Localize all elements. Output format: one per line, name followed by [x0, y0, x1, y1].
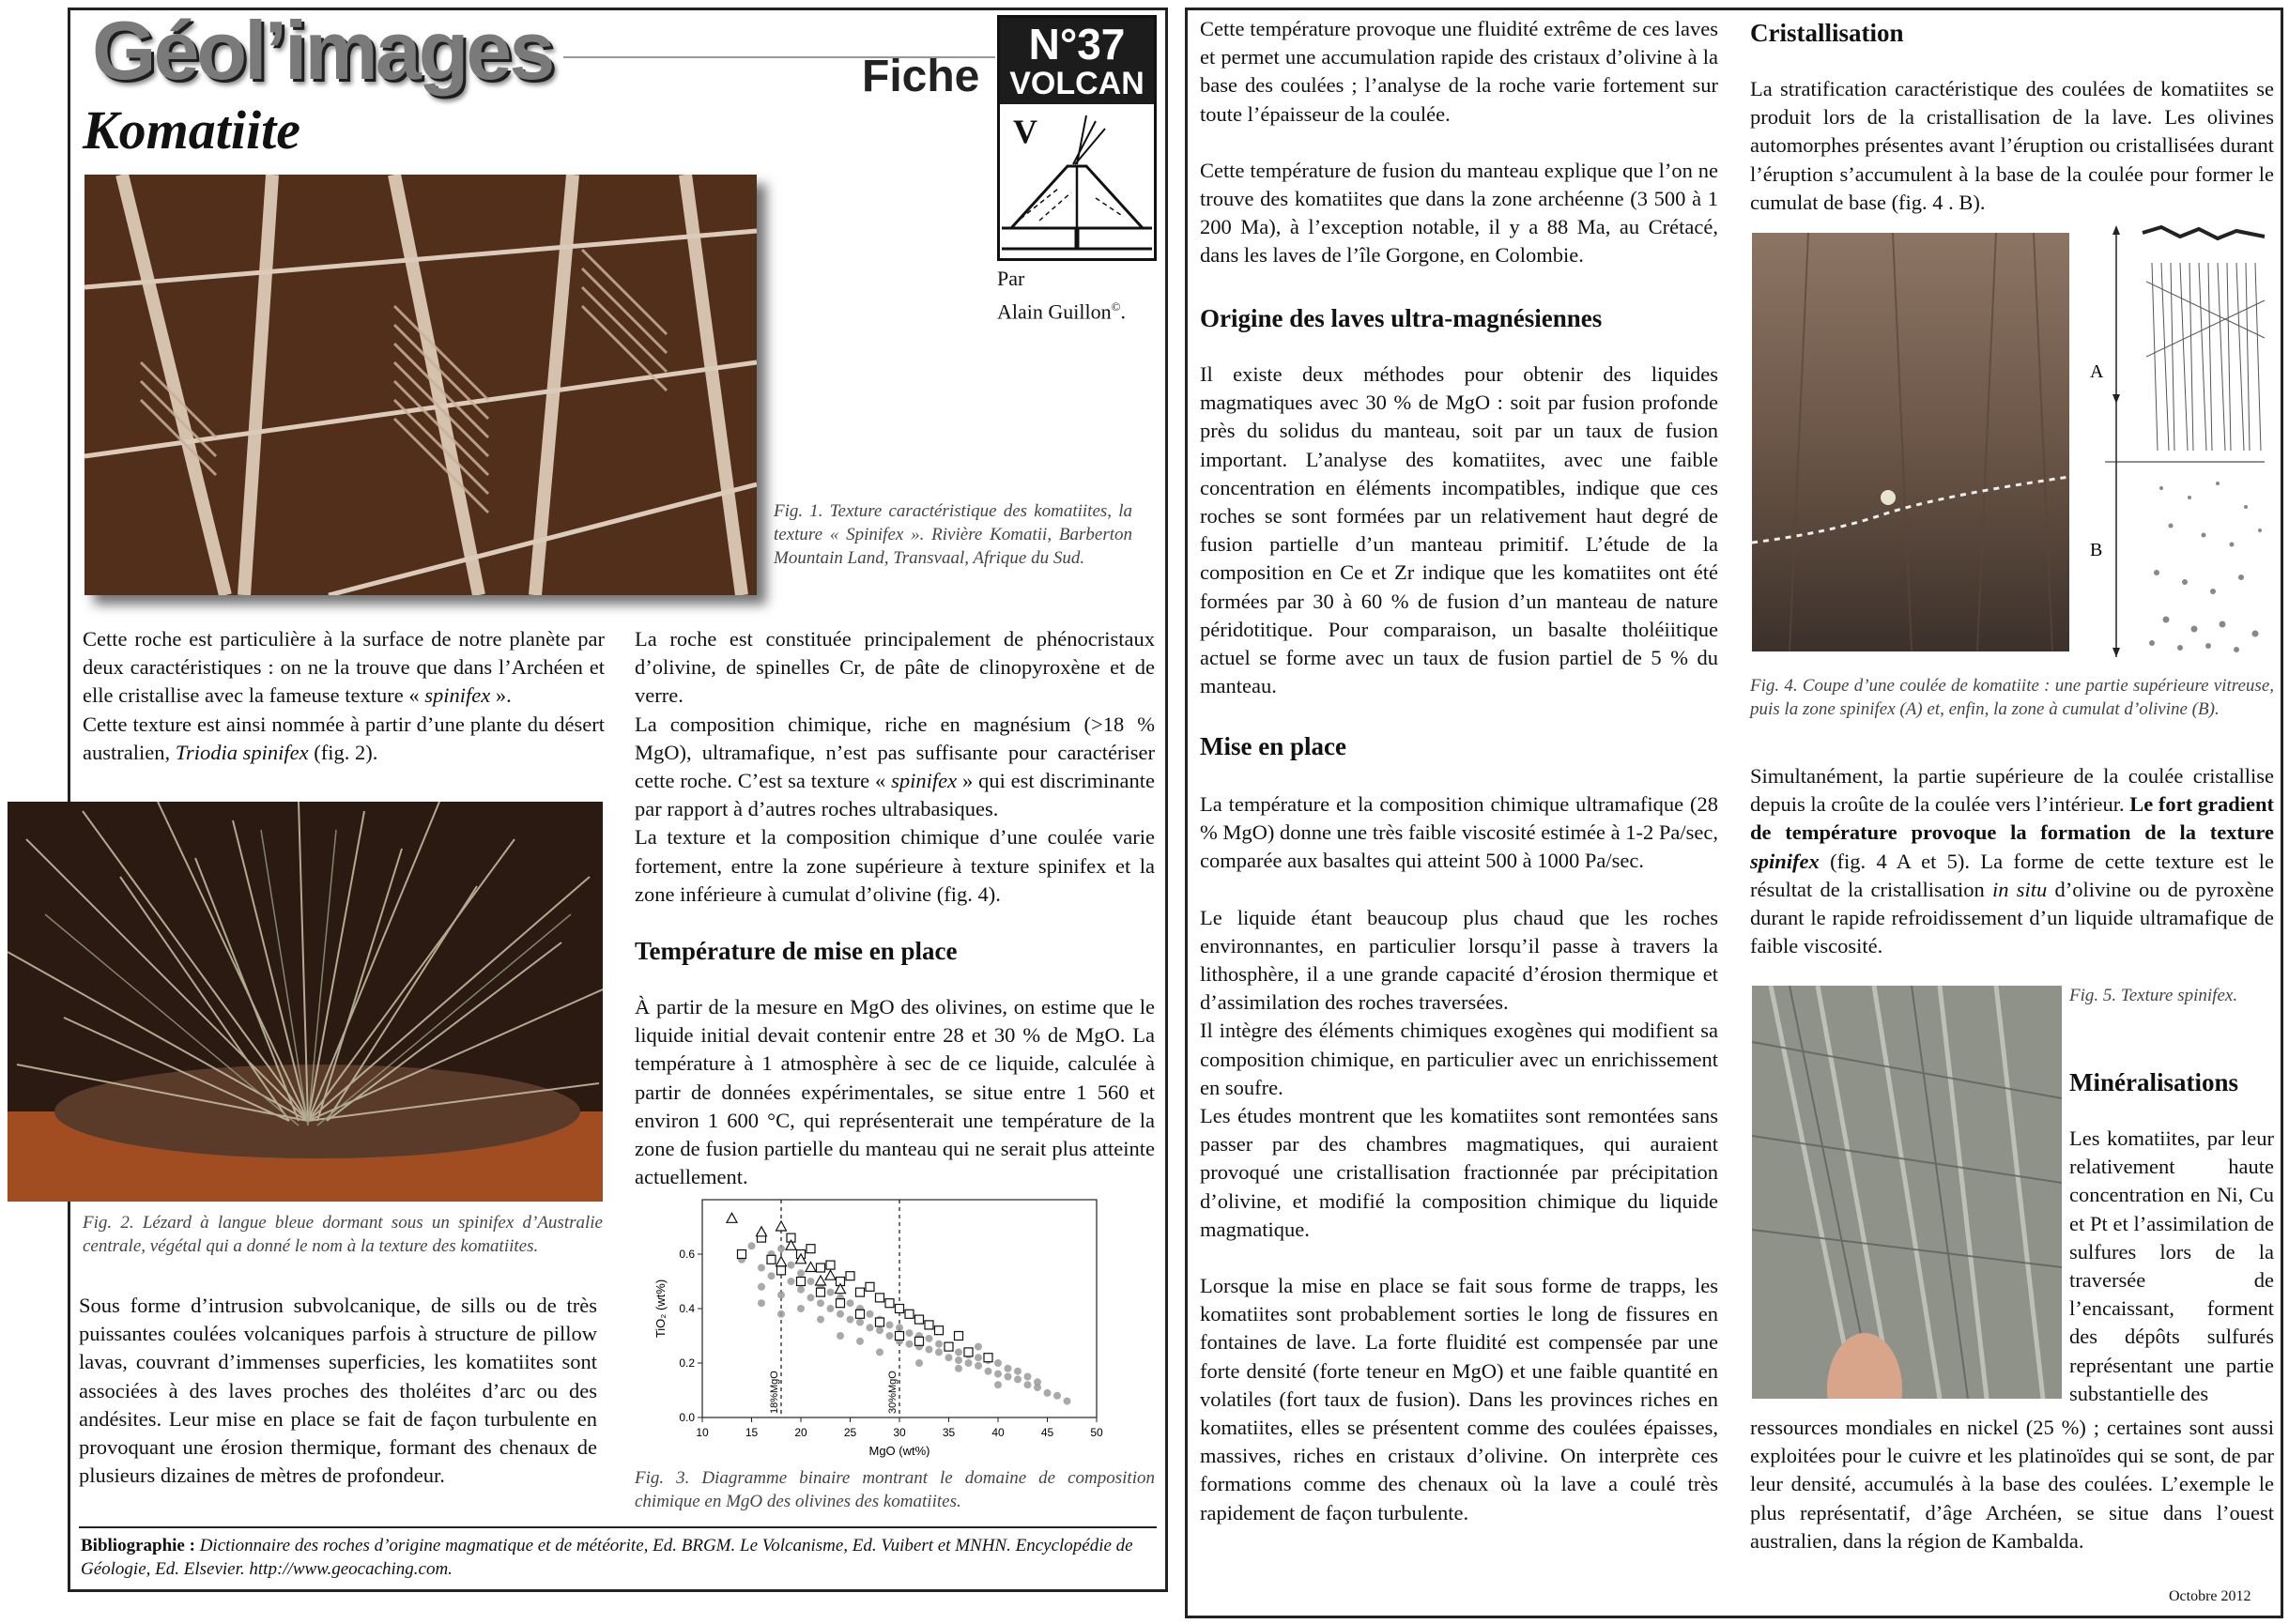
miner-heading: Minéralisations	[2069, 1068, 2238, 1096]
data-point-olivine	[1005, 1365, 1012, 1372]
data-point-olivine	[758, 1299, 765, 1307]
data-point-olivine	[994, 1381, 1002, 1388]
mise-text	[1200, 790, 1718, 1527]
x-tick-label: 50	[1090, 1426, 1103, 1439]
origin-heading: Origine des laves ultra-magnésiennes	[1200, 304, 1603, 332]
simul-text	[1750, 762, 2274, 960]
data-point-olivine	[837, 1332, 844, 1340]
data-point-olivine	[876, 1326, 883, 1334]
comp-p2: La composition chimique, riche en magnésium (>18 % MgO), ultramafique, n’est pas suffisante pour caractériser cette roche. C’est sa texture « spinifex » qui est discriminante par rapport à d’autres roches ultrabasiques.	[635, 712, 1155, 821]
data-point-olivine	[777, 1310, 785, 1318]
data-point-triangle	[816, 1276, 826, 1285]
data-point-olivine	[867, 1324, 874, 1331]
x-tick-label: 30	[893, 1426, 906, 1439]
data-point-olivine	[876, 1348, 883, 1356]
volcano-icon	[1002, 108, 1152, 258]
fig4-section-sketch	[2077, 225, 2274, 666]
data-point-olivine	[788, 1262, 795, 1269]
comp-p1: La roche est constituée principalement de phénocristaux d’olivine, de spinelles Cr, de pâte de clinopyroxène et de verre.	[635, 627, 1155, 708]
mise-p3: Il intègre des éléments chimiques exogènes qui modifient sa composition chimique, en particulier avec un enrichissement en soufre.	[1200, 1019, 1718, 1099]
data-point-square	[797, 1278, 806, 1286]
miner-text-a	[2069, 1125, 2274, 1408]
data-point-olivine	[788, 1278, 795, 1285]
comp-p3: La texture et la composition chimique d’une coulée varie fortement, entre la zone supérieure à texture spinifex et la zone inférieure à cumulat d’olivine (fig. 4).	[635, 825, 1155, 906]
data-point-square	[876, 1318, 884, 1326]
data-point-olivine	[856, 1338, 864, 1345]
data-point-olivine	[827, 1289, 835, 1296]
data-point-olivine	[886, 1321, 894, 1328]
data-point-square	[935, 1326, 944, 1335]
author-name: Alain Guillon	[997, 299, 1112, 324]
biblio-text: Dictionnaire des roches d’origine magmatique et de météorite, Ed. BRGM. Le Volcanisme, Ed. Vuibert et MNHN. Encyclopédie de Géologie, Ed. Elsevier. http://www.geocaching.com.	[81, 1536, 1133, 1579]
data-point-olivine	[777, 1245, 785, 1252]
crist-p: La stratification caractéristique des coulées de komatiites se produit lors de la cristallisation de la lave. Les olivines automorphes présentes avant l’éruption ou cristallisées durant l’éruption s’accumulent à la base de la coulée pour former le cumulat de base (fig. 4 . B).	[1750, 77, 2274, 214]
data-point-olivine	[758, 1264, 765, 1272]
mise-heading: Mise en place	[1200, 732, 1346, 760]
data-point-olivine	[955, 1356, 962, 1364]
fig4-label-b: B	[2090, 540, 2103, 560]
data-point-olivine	[935, 1341, 943, 1348]
data-point-square	[885, 1299, 894, 1308]
data-point-olivine	[886, 1332, 894, 1340]
data-point-olivine	[847, 1299, 854, 1307]
bibliography	[81, 1534, 1151, 1581]
data-point-olivine	[955, 1348, 962, 1356]
x-tick-label: 25	[843, 1426, 857, 1439]
data-point-square	[817, 1288, 825, 1296]
data-point-olivine	[1044, 1389, 1052, 1397]
data-point-olivine	[797, 1286, 805, 1294]
fig4-label-a: A	[2090, 361, 2104, 382]
temp-heading: Température de mise en place	[635, 937, 958, 965]
data-point-olivine	[1034, 1378, 1041, 1386]
data-point-olivine	[748, 1242, 756, 1249]
miner-text-b	[1750, 1414, 2274, 1555]
data-point-olivine	[837, 1310, 844, 1318]
composition-text	[635, 625, 1155, 909]
publication-date: Octobre 2012	[2169, 1588, 2251, 1604]
data-point-olivine	[965, 1359, 973, 1367]
data-point-square	[856, 1288, 865, 1296]
miner-p-b: ressources mondiales en nickel (25 %) ; certaines sont aussi exploitées pour le cuivre et les platinoïdes qui se sont, de par leur densité, accumulés à la base des coulées. L’exemple le plus représentatif, d’âge Archéen, se situe dans l’ouest australien, dans la région de Kambalda.	[1750, 1416, 2274, 1553]
fig1-caption: Fig. 1. Texture caractéristique des komatiites, la texture « Spinifex ». Rivière Komatii, Barberton Mountain Land, Transvaal, Afrique du Sud.	[774, 501, 1132, 568]
x-tick-label: 15	[745, 1426, 759, 1439]
crist-text	[1750, 75, 2274, 217]
data-point-square	[945, 1342, 953, 1351]
data-point-square	[866, 1282, 874, 1291]
fig3-caption: Fig. 3. Diagramme binaire montrant le domaine de composition chimique en MgO des olivines des komatiites.	[635, 1468, 1155, 1511]
fig5-caption: Fig. 5. Texture spinifex.	[2069, 986, 2238, 1005]
data-point-olivine	[985, 1368, 992, 1375]
data-point-olivine	[1024, 1373, 1032, 1381]
data-point-olivine	[758, 1283, 765, 1291]
mise-p1: La température et la composition chimique ultramafique (28 % MgO) donne une très faible viscosité estimée à 1-2 Pa/sec, comparée aux basaltes qui atteint 500 à 1000 Pa/sec.	[1200, 792, 1718, 873]
data-point-square	[738, 1250, 746, 1259]
data-point-olivine	[777, 1292, 785, 1299]
data-point-olivine	[856, 1319, 864, 1326]
mise-p4: Les études montrent que les komatiites sont remontées sans passer par des chambres magmatiques, qui auraient provoqué une cristallisation fractionnée par précipitation d’olivine, et modifié la composition chimique du liquide magmatique.	[1200, 1104, 1718, 1241]
data-point-square	[896, 1305, 904, 1313]
data-point-olivine	[797, 1305, 805, 1312]
y-tick-label: 0.4	[679, 1302, 695, 1315]
data-point-square	[955, 1332, 963, 1341]
data-point-square	[856, 1310, 865, 1318]
x-tick-label: 10	[696, 1426, 709, 1439]
data-point-olivine	[975, 1362, 982, 1370]
intro-p1: Cette roche est particulière à la surface de notre planète par deux caractéristiques : on ne la trouve que dans l’Archéen et elle cristallise avec la fameuse texture « spinifex ».	[83, 627, 605, 708]
intrusion-p: Sous forme d’intrusion subvolcanique, de sills ou de très puissantes coulées volcaniques parfois à structure de pillow lavas, couvrant d’immenses superficies, les komatiites sont associées à des laves proches des tholéites d’arc ou des andésites. Leur mise en place se fait de façon turbulente en provoquant une érosion thermique, formant des chenaux de plusieurs dizaines de mètres de profondeur.	[79, 1294, 597, 1488]
mise-p2: Le liquide étant beaucoup plus chaud que les roches environnantes, en particulier lorsqu’il passe à travers la lithosphère, il a une grande capacité d’érosion thermique et d’assimilation des roches traversées.	[1200, 905, 1718, 1015]
data-point-olivine	[994, 1359, 1002, 1367]
data-point-square	[915, 1315, 924, 1324]
data-point-square	[876, 1294, 884, 1302]
data-point-square	[905, 1310, 914, 1318]
data-point-olivine	[994, 1371, 1002, 1378]
data-point-olivine	[926, 1335, 933, 1342]
data-point-olivine	[975, 1343, 982, 1351]
biblio-rule	[79, 1526, 1157, 1528]
y-tick-label: 0.0	[679, 1411, 695, 1424]
fig2-spinifex-plant-photo	[8, 802, 603, 1202]
data-point-triangle	[776, 1221, 787, 1231]
fig4-caption: Fig. 4. Coupe d’une coulée de komatiite : une partie supérieure vitreuse, puis la zone spinifex (A) et, enfin, la zone à cumulat d’olivine (B).	[1750, 676, 2274, 719]
fig2-caption: Fig. 2. Lézard à langue bleue dormant sous un spinifex d’Australie centrale, végétal qui a donné le nom à la texture des komatiites.	[83, 1213, 603, 1256]
fig5-spinifex-texture-photo	[1752, 986, 2062, 1399]
crist-heading: Cristallisation	[1750, 19, 1904, 47]
data-point-olivine	[935, 1348, 943, 1356]
mise-p5: Lorsque la mise en place se fait sous forme de trapps, les komatiites sont probablement sorties le long de fissures en fontaines de lave. La forte fluidité est compensée par une forte densité (forte teneur en MgO) et une faible quantité en volatiles (fort taux de fusion). Dans les provinces riches en komatiites, elles se présentent comme des coulées épaisses, massives, riches en cristaux d’olivine. On interprète ces formations comme des chenaux où la lave a coulé très rapidement de façon turbulente.	[1200, 1274, 1718, 1524]
data-point-olivine	[1014, 1368, 1022, 1375]
data-point-olivine	[955, 1365, 962, 1372]
data-point-square	[896, 1332, 904, 1341]
data-point-triangle	[825, 1270, 836, 1279]
data-point-olivine	[817, 1316, 824, 1324]
author-prefix: Par	[997, 267, 1025, 290]
issue-badge	[997, 15, 1157, 261]
data-point-olivine	[807, 1294, 815, 1301]
data-point-olivine	[945, 1354, 953, 1361]
temp-text	[635, 993, 1155, 1191]
data-point-olivine	[896, 1324, 903, 1331]
logo-title: Géol’images	[92, 4, 553, 97]
data-point-triangle	[757, 1227, 767, 1236]
author	[997, 265, 1126, 326]
x-tick-label: 35	[942, 1426, 956, 1439]
data-point-olivine	[867, 1310, 874, 1318]
data-point-olivine	[797, 1269, 805, 1277]
data-point-olivine	[906, 1341, 914, 1348]
temp-p: À partir de la mesure en MgO des olivines, on estime que le liquide initial devait contenir entre 28 et 30 % de MgO. La température à 1 atmosphère à sec de ce liquide, calculée à partir de données expérimentales, se situe entre 1 560 et environ 1 600 °C, qui représenterait une température de la zone de fusion partielle du manteau qui ne serait plus atteinte actuellement.	[635, 995, 1155, 1189]
biblio-label: Bibliographie :	[81, 1536, 200, 1555]
data-point-olivine	[926, 1346, 933, 1354]
data-point-square	[964, 1348, 973, 1356]
y-axis-label: TiO₂ (wt%)	[653, 1279, 668, 1339]
col1-top-text	[1200, 15, 1718, 270]
data-point-olivine	[1005, 1373, 1012, 1381]
fig3-scatter-chart	[644, 1192, 1114, 1464]
data-point-square	[807, 1245, 815, 1253]
intro-p2: Cette texture est ainsi nommée à partir d’une plante du désert australien, Triodia spinifex (fig. 2).	[83, 712, 605, 764]
y-tick-label: 0.6	[679, 1248, 695, 1261]
data-point-olivine	[817, 1299, 824, 1307]
origin-text	[1200, 360, 1718, 700]
x-tick-label: 40	[991, 1426, 1005, 1439]
issue-number: N°37	[1028, 20, 1126, 69]
fiche-label: Fiche	[862, 52, 980, 101]
data-point-triangle	[727, 1213, 737, 1222]
data-point-square	[817, 1264, 825, 1272]
y-tick-label: 0.2	[679, 1356, 695, 1370]
issue-badge-header	[1000, 18, 1154, 104]
data-point-olivine	[906, 1329, 914, 1337]
doc-title: Komatiite	[83, 100, 300, 161]
reference-line-label: 18%MgO	[769, 1371, 780, 1414]
data-point-olivine	[1024, 1381, 1032, 1388]
fig1-spinifex-photo	[84, 175, 757, 595]
author-line	[997, 293, 1126, 326]
data-point-olivine	[975, 1354, 982, 1361]
col1-p2: Cette température de fusion du manteau explique que l’on ne trouve des komatiites que dans la zone archéenne (3 500 à 1 200 Ma), à l’exception notable, il y a 88 Ma, au Crétacé, dans les laves de l’île Gorgone, en Colombie.	[1200, 158, 1718, 268]
data-point-square	[826, 1261, 835, 1269]
x-axis-label: MgO (wt%)	[868, 1444, 930, 1458]
issue-category: VOLCAN	[1009, 66, 1144, 101]
data-point-olivine	[827, 1305, 835, 1312]
x-tick-label: 20	[794, 1426, 807, 1439]
data-point-square	[915, 1337, 924, 1345]
data-point-triangle	[776, 1257, 787, 1266]
data-point-square	[984, 1354, 992, 1362]
data-point-square	[846, 1272, 854, 1280]
data-point-olivine	[807, 1278, 815, 1285]
fig4-outcrop-photo	[1752, 233, 2069, 651]
data-point-olivine	[1064, 1398, 1071, 1405]
intro-text	[83, 625, 605, 767]
category-letter: V	[1013, 113, 1037, 150]
data-point-square	[837, 1299, 845, 1308]
origin-p: Il existe deux méthodes pour obtenir des liquides magmatiques avec 30 % de MgO : soit par fusion profonde près du solidus du manteau, soit par un taux de fusion important. L’analyse des komatiites, avec une faible concentration en éléments incompatibles, indique que ces roches se sont formées par un relativement haut degré de fusion partielle d’un manteau primitif. L’étude de la composition en Ce et Zr indique que les komatiites ont été formées par 30 à 60 % de fusion d’un manteau de nature péridotitique. Pour comparaison, un basalte tholéiitique actuel se forme avec un taux de fusion partiel de 5 % du manteau.	[1200, 362, 1718, 698]
data-point-olivine	[847, 1316, 854, 1324]
data-point-square	[767, 1255, 776, 1264]
data-point-olivine	[768, 1272, 776, 1279]
reference-line-label: 30%MgO	[887, 1371, 899, 1414]
data-point-olivine	[1014, 1375, 1022, 1383]
data-point-olivine	[915, 1359, 923, 1367]
author-mark: ©	[1111, 299, 1121, 314]
miner-p-a: Les komatiites, par leur relativement haute concentration en Ni, Cu et Pt et l’assimilation de sulfures lors de la traversée de l’encaissant, forment des dépôts sulfurés représentant une partie substantielle des	[2069, 1126, 2274, 1405]
data-point-square	[777, 1266, 786, 1275]
author-suffix: .	[1120, 299, 1126, 324]
intrusion-text	[79, 1292, 597, 1490]
col1-p1: Cette température provoque une fluidité extrême de ces laves et permet une accumulation rapide des cristaux d’olivine à la base des coulées ; l’analyse de la roche varie fortement sur toute l’épaisseur de la coulée.	[1200, 17, 1718, 126]
x-tick-label: 45	[1040, 1426, 1054, 1439]
data-point-olivine	[1053, 1392, 1061, 1400]
data-point-square	[925, 1321, 933, 1329]
data-point-triangle	[806, 1263, 816, 1272]
simul-p: Simultanément, la partie supérieure de la coulée cristallise depuis la croûte de la coulée vers l’intérieur. Le fort gradient de température provoque la formation de la texture spinifex (fig. 4 A et 5). La forme de cette texture est le résultat de la cristallisation in situ d’olivine ou de pyroxène durant le rapide refroidissement d’un liquide ultramafique de faible viscosité.	[1750, 764, 2274, 958]
